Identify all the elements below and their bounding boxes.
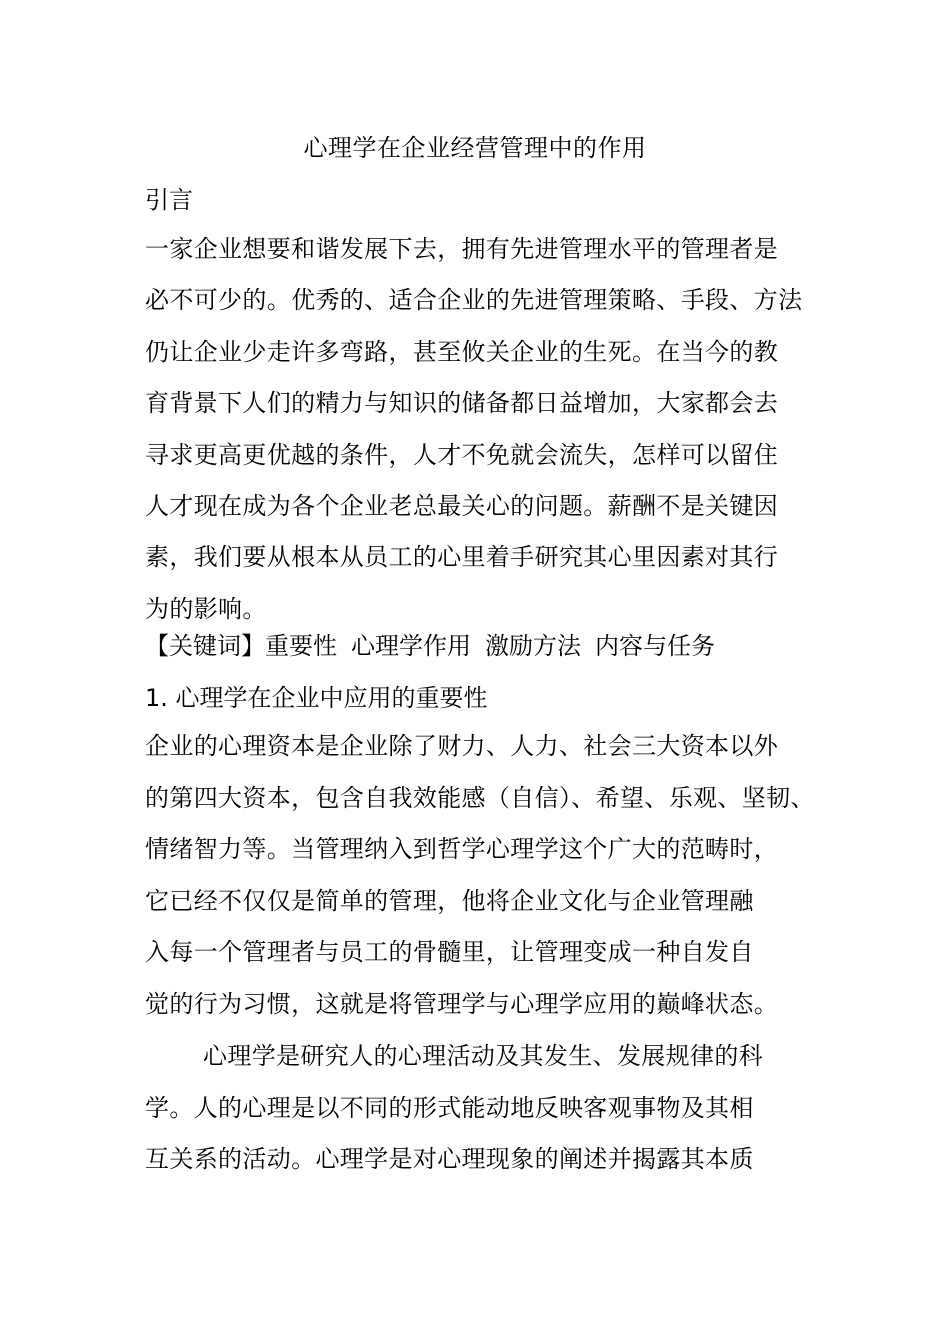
paragraph-line: 企业的心理资本是企业除了财力、人力、社会三大资本以外: [145, 732, 779, 760]
paragraph-line: 人才现在成为各个企业老总最关心的问题。薪酬不是关键因: [145, 491, 779, 520]
paragraph-line: 的第四大资本，包含自我效能感（自信）、希望、乐观、坚韧、: [145, 783, 815, 812]
paragraph-line: 为的影响。: [145, 594, 267, 623]
intro-heading: 引言: [145, 186, 193, 214]
section-1-heading: 1. 心理学在企业中应用的重要性: [145, 684, 488, 712]
paragraph-line: 仍让企业少走许多弯路，甚至攸关企业的生死。在当今的教: [145, 337, 779, 366]
keywords-line: [145, 628, 729, 664]
keywords-label: 【关键词】: [145, 632, 265, 660]
keyword: 心理学作用: [351, 632, 471, 660]
paragraph-line: 情绪智力等。当管理纳入到哲学心理学这个广大的范畴时，: [145, 835, 779, 864]
paragraph-line: 它已经不仅仅是简单的管理，他将企业文化与企业管理融: [145, 886, 754, 915]
paragraph-line: 育背景下人们的精力与知识的储备都日益增加，大家都会去: [145, 389, 779, 418]
document-title: 心理学在企业经营管理中的作用: [303, 134, 647, 162]
paragraph-line: [145, 1031, 810, 1083]
paragraph-line: 寻求更高更优越的条件，人才不免就会流失，怎样可以留住: [145, 440, 779, 469]
paragraph-line: 必不可少的。优秀的、适合企业的先进管理策略、手段、方法: [145, 286, 803, 315]
intro-paragraph: [145, 224, 810, 635]
keyword: 激励方法: [485, 632, 581, 660]
section-2-paragraph: [145, 1031, 810, 1186]
paragraph-line: 学。人的心理是以不同的形式能动地反映客观事物及其相: [145, 1093, 754, 1122]
paragraph-line: 入每一个管理者与员工的骨髓里，让管理变成一种自发自: [145, 938, 754, 967]
paragraph-line: 素，我们要从根本从员工的心里着手研究其心里因素对其行: [145, 543, 779, 572]
keyword: 重要性: [265, 632, 337, 660]
paragraph-line: 觉的行为习惯，这就是将管理学与心理学应用的巅峰状态。: [145, 989, 779, 1018]
keyword: 内容与任务: [595, 632, 715, 660]
paragraph-line: 一家企业想要和谐发展下去，拥有先进管理水平的管理者是: [145, 235, 779, 263]
paragraph-line: 互关系的活动。心理学是对心理现象的阐述并揭露其本质: [145, 1145, 754, 1173]
paragraph-line-text: 心理学是研究人的心理活动及其发生、发展规律的科: [203, 1042, 764, 1070]
section-1-paragraph: [145, 721, 815, 1031]
